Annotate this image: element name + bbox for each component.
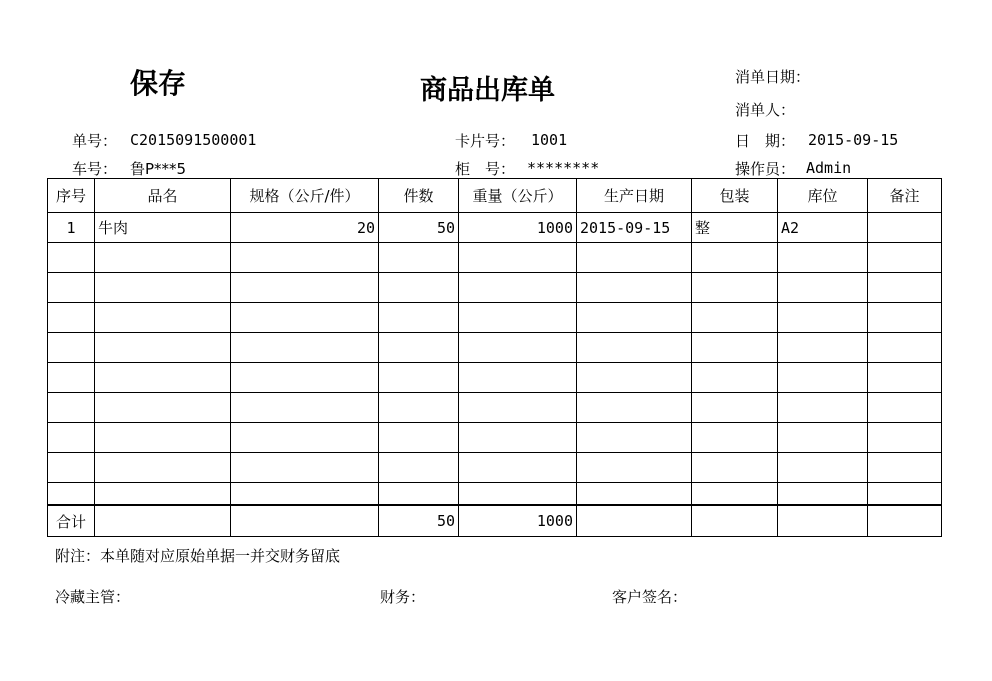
col-header-pack: 包装 <box>692 179 778 213</box>
cancel-date-label: 消单日期： <box>735 68 811 86</box>
cold-storage-supervisor-label: 冷藏主管： <box>55 588 131 606</box>
date-value: 2015-09-15 <box>808 131 899 149</box>
table-header-row <box>48 179 942 213</box>
save-button[interactable]: 保存 <box>130 67 187 100</box>
outbound-items-table <box>47 178 942 537</box>
col-header-note: 备注 <box>868 179 942 213</box>
empty-row <box>48 363 942 393</box>
cell-note <box>868 213 942 243</box>
empty-row <box>48 243 942 273</box>
cell-pack: 整 <box>692 213 778 243</box>
empty-row <box>48 483 942 506</box>
empty-row <box>48 453 942 483</box>
cell-prod-date: 2015-09-15 <box>577 213 692 243</box>
col-header-spec: 规格（公斤/件） <box>231 179 379 213</box>
col-header-name: 品名 <box>95 179 231 213</box>
col-header-weight: 重量（公斤） <box>459 179 577 213</box>
empty-row <box>48 423 942 453</box>
col-header-location: 库位 <box>778 179 868 213</box>
vehicle-label: 车号： <box>72 160 118 178</box>
col-header-qty: 件数 <box>379 179 459 213</box>
operator-value: Admin <box>806 159 852 177</box>
operator-label: 操作员： <box>735 160 796 178</box>
total-weight: 1000 <box>459 505 577 537</box>
empty-row <box>48 393 942 423</box>
cell-name: 牛肉 <box>95 213 231 243</box>
cabinet-label: 柜 号： <box>455 160 516 178</box>
date-label: 日 期： <box>735 132 796 150</box>
cell-seq: 1 <box>48 213 95 243</box>
empty-row <box>48 333 942 363</box>
card-no-value: 1001 <box>531 131 568 149</box>
order-no-value: C2015091500001 <box>130 131 257 149</box>
empty-row <box>48 303 942 333</box>
col-header-seq: 序号 <box>48 179 95 213</box>
cancel-person-label: 消单人： <box>735 101 796 119</box>
total-qty: 50 <box>379 505 459 537</box>
cell-location: A2 <box>778 213 868 243</box>
vehicle-value: 鲁P***5 <box>130 160 187 178</box>
cell-spec: 20 <box>231 213 379 243</box>
order-no-label: 单号： <box>72 132 118 150</box>
card-no-label: 卡片号： <box>455 132 516 150</box>
footer-note: 附注：本单随对应原始单据一并交财务留底 <box>55 547 341 565</box>
col-header-prod-date: 生产日期 <box>577 179 692 213</box>
total-label: 合计 <box>48 505 95 537</box>
total-row <box>48 505 942 537</box>
finance-label: 财务： <box>380 588 426 606</box>
page-title: 商品出库单 <box>420 75 555 106</box>
cell-weight: 1000 <box>459 213 577 243</box>
empty-row <box>48 273 942 303</box>
customer-signature-label: 客户签名： <box>612 588 688 606</box>
table-row <box>48 213 942 243</box>
cabinet-value: ******** <box>527 159 600 177</box>
cell-qty: 50 <box>379 213 459 243</box>
